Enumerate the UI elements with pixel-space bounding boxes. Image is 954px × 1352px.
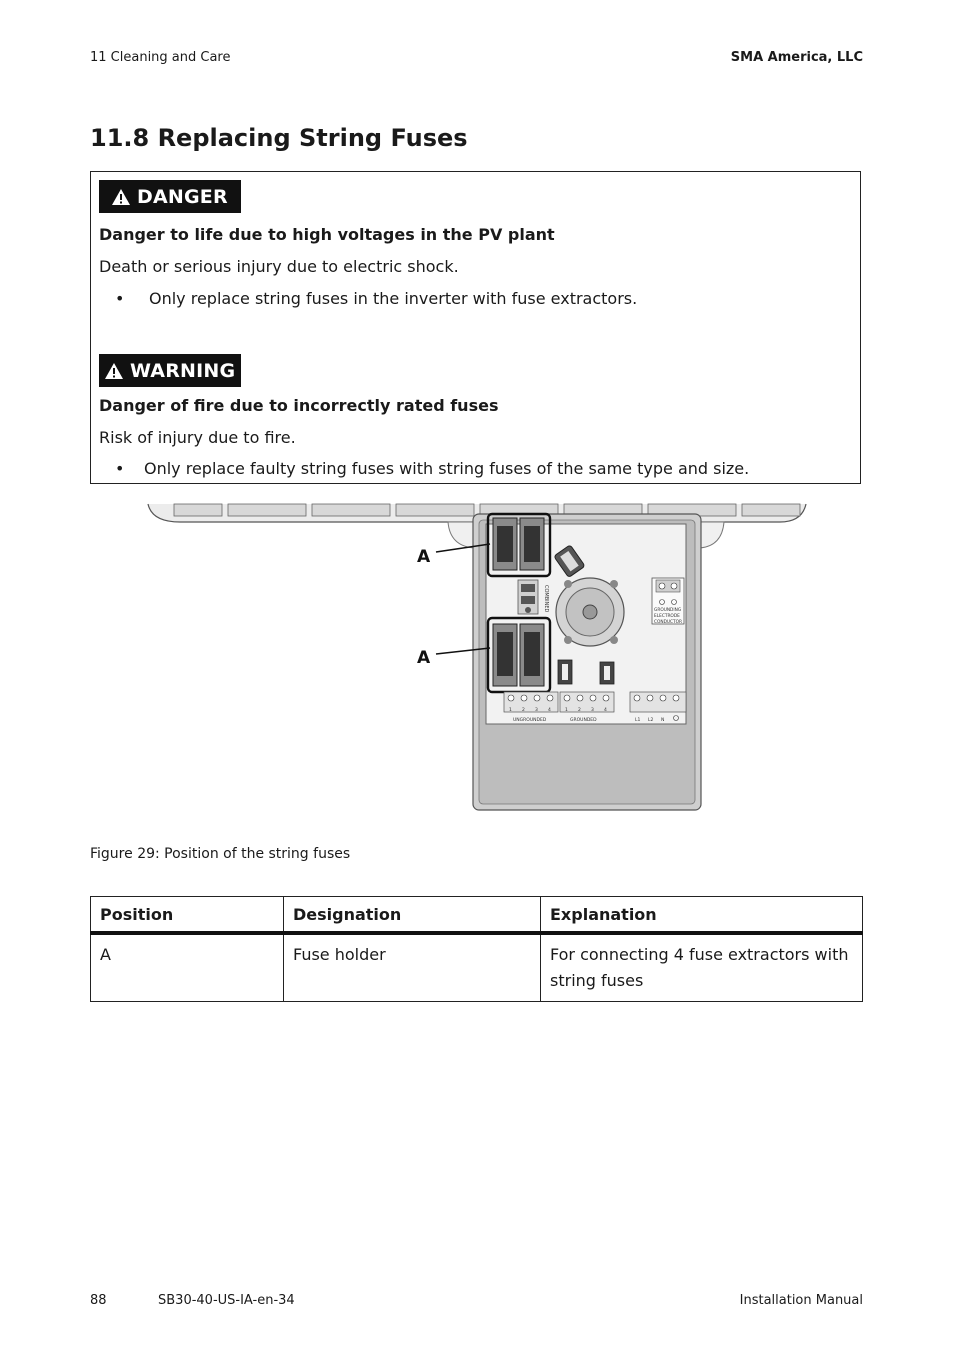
figure-caption: Figure 29: Position of the string fuses xyxy=(90,846,351,862)
warning-badge xyxy=(99,354,241,387)
cell-position: A xyxy=(91,933,284,1002)
column-header-designation: Designation xyxy=(284,897,541,934)
terminal-number: 4 xyxy=(548,708,551,713)
inverter-connection-area-figure xyxy=(140,500,820,820)
warning-bullet-text: Only replace faulty string fuses with string fuses of the same type and size. xyxy=(144,459,750,478)
label-l2: L2 xyxy=(648,718,654,723)
terminal-number: 4 xyxy=(604,708,607,713)
terminal-number: 2 xyxy=(578,708,581,713)
label-n: N xyxy=(661,718,665,723)
terminal-number: 1 xyxy=(565,708,568,713)
table-header-row xyxy=(91,897,863,934)
terminal-number: 2 xyxy=(522,708,525,713)
warning-triangle-icon xyxy=(104,362,124,380)
danger-text: Death or serious injury due to electric shock. xyxy=(99,257,459,276)
label-grounding-2: ELECTRODE xyxy=(654,614,680,619)
table-row xyxy=(91,933,863,1002)
danger-bullet-text: Only replace string fuses in the inverter with fuse extractors. xyxy=(149,289,638,308)
label-grounding-1: GROUNDING xyxy=(654,608,682,613)
header-chapter: 11 Cleaning and Care xyxy=(90,50,231,65)
danger-bullet xyxy=(115,289,637,308)
label-combined: COMBINED xyxy=(543,585,549,613)
legend-table xyxy=(90,896,863,1002)
footer-manual-title: Installation Manual xyxy=(739,1293,863,1308)
warning-badge-label: WARNING xyxy=(130,359,236,382)
warning-title: Danger of fire due to incorrectly rated fuses xyxy=(99,396,499,415)
column-header-explanation: Explanation xyxy=(541,897,863,934)
bullet-dot: • xyxy=(115,459,125,478)
cell-explanation: For connecting 4 fuse extractors with string fuses xyxy=(541,933,863,1002)
cell-designation: Fuse holder xyxy=(284,933,541,1002)
safety-notice-box xyxy=(90,171,861,484)
terminal-number: 3 xyxy=(591,708,594,713)
terminal-number: 1 xyxy=(509,708,512,713)
label-grounding-3: CONDUCTOR xyxy=(654,620,683,625)
warning-text: Risk of injury due to fire. xyxy=(99,428,296,447)
terminal-number: 3 xyxy=(535,708,538,713)
warning-triangle-icon xyxy=(111,188,131,206)
callout-a-bottom: A xyxy=(417,648,431,668)
warning-bullet xyxy=(115,459,749,478)
column-header-position: Position xyxy=(91,897,284,934)
callout-a-top: A xyxy=(417,547,431,567)
danger-title: Danger to life due to high voltages in the PV plant xyxy=(99,225,555,244)
footer-page-number: 88 xyxy=(90,1293,107,1308)
label-l1: L1 xyxy=(635,718,641,723)
danger-badge xyxy=(99,180,241,213)
bullet-dot: • xyxy=(115,289,125,308)
danger-badge-label: DANGER xyxy=(137,185,228,208)
label-ungrounded: UNGROUNDED xyxy=(513,718,547,723)
footer-doc-id: SB30-40-US-IA-en-34 xyxy=(158,1293,295,1308)
header-company: SMA America, LLC xyxy=(730,50,863,65)
section-title: 11.8 Replacing String Fuses xyxy=(90,124,468,152)
label-grounded: GROUNDED xyxy=(570,718,597,723)
